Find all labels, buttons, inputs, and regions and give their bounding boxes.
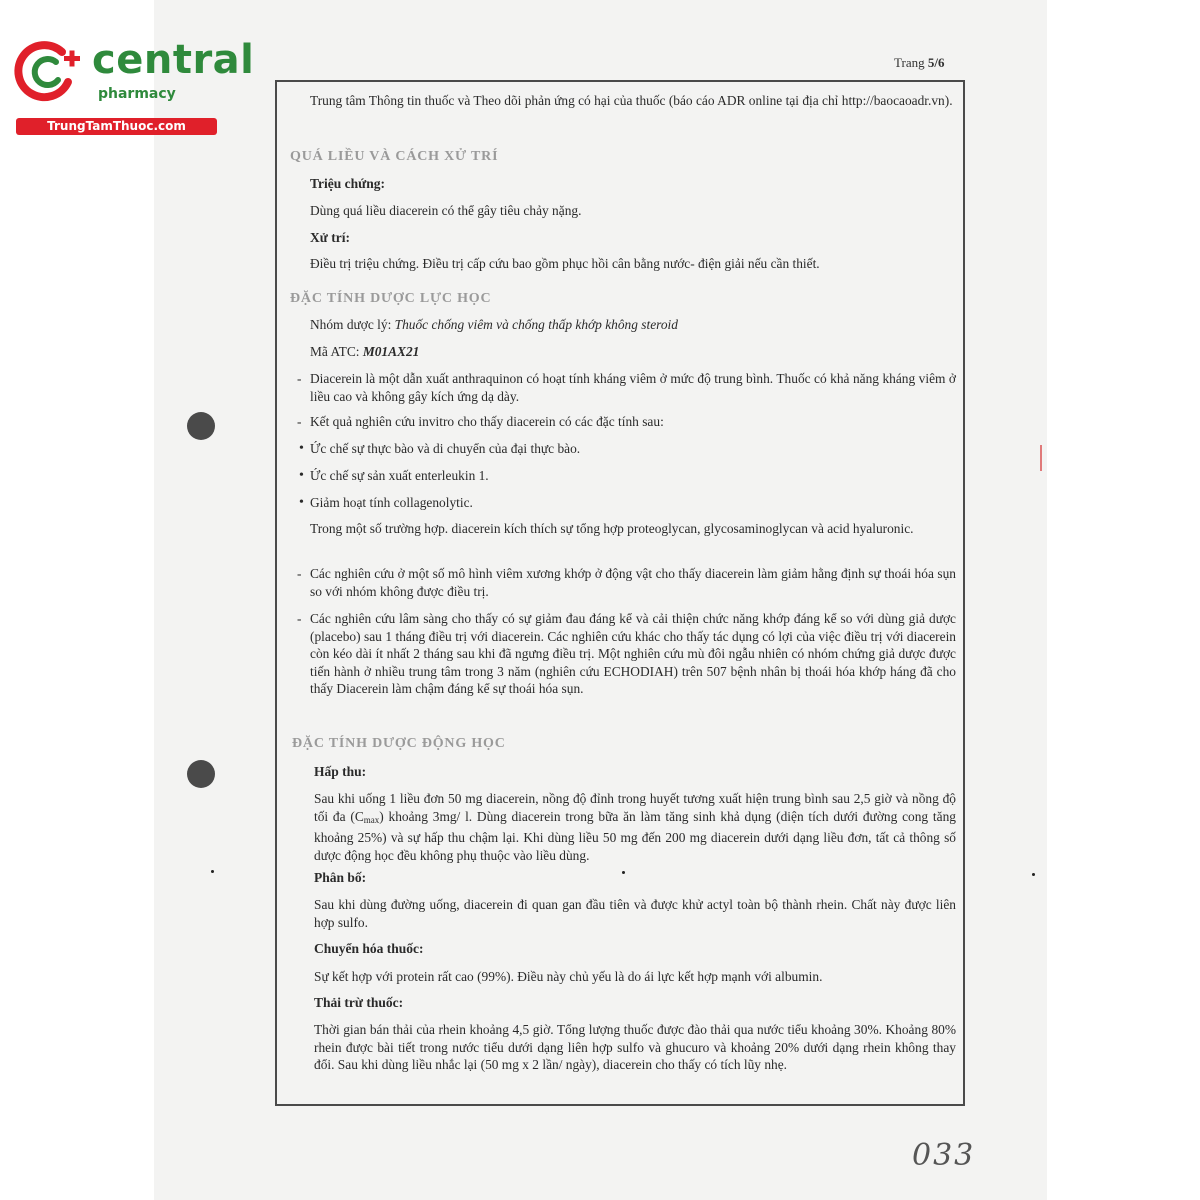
list-dash: -: [297, 371, 302, 386]
drug-group-label: Nhóm dược lý:: [310, 317, 395, 332]
pharmacodynamics-heading: ĐẶC TÍNH DƯỢC LỰC HỌC: [290, 291, 492, 306]
atc-label: Mã ATC:: [310, 344, 363, 359]
list-bullet: •: [299, 441, 304, 456]
page-label: Trang: [894, 55, 925, 70]
scan-speck: [1032, 873, 1035, 876]
overdose-heading: QUÁ LIỀU VÀ CÁCH XỬ TRÍ: [290, 149, 499, 164]
absorption-label: Hấp thu:: [314, 764, 367, 779]
distribution-label: Phân bố:: [314, 870, 367, 885]
pd-item-4: Các nghiên cứu lâm sàng cho thấy có sự giảm đau đáng kể và cải thiện chức năng khớp đáng kể so với dùng giả dược (placebo) sau 1 tháng điều trị với diacerein. Các nghiên cứu khác cho thấy tác dụng có lợi của việc điều trị với diacerein còn kéo dài ít nhất 2 tháng sau khi đã ngưng điều trị. Một nghiên cứu mù đôi ngẫu nhiên có nhóm chứng giả dược được tiến hành ở nhiều trung tâm trong 3 năm (nghiên cứu ECHODIAH) trên 507 bệnh nhân bị thoái hóa khớp háng đã cho thấy Diacerein làm chậm đáng kể sự thoái hóa sụn.: [310, 611, 956, 696]
pharmacokinetics-heading: ĐẶC TÍNH DƯỢC ĐỘNG HỌC: [292, 736, 506, 751]
absorption-text-a: Sau khi uống 1 liều đơn 50 mg diacerein, nồng độ đỉnh trong huyết tương xuất hiện trung bình sau 2,5 giờ và nồng độ tối đa (C: [314, 791, 956, 824]
absorption-text: [314, 790, 956, 864]
atc-value: M01AX21: [362, 344, 420, 359]
metabolism-text: Sự kết hợp với protein rất cao (99%). Điều này chủ yếu là do ái lực kết hợp mạnh với albumin.: [314, 969, 823, 984]
list-bullet: •: [299, 495, 304, 510]
pd-bullet-1: Ức chế sự thực bào và di chuyển của đại thực bào.: [310, 441, 581, 456]
logo-website: TrungTamThuoc.com: [16, 118, 217, 135]
list-dash: -: [297, 566, 302, 581]
pd-paragraph: Trong một số trường hợp. diacerein kích thích sự tổng hợp proteoglycan, glycosaminoglycan và acid hyaluronic.: [310, 521, 914, 536]
pd-bullet-2: Ức chế sự sản xuất enterleukin 1.: [310, 468, 489, 483]
symptoms-text: Dùng quá liều diacerein có thể gây tiêu chảy nặng.: [310, 203, 582, 218]
pd-item-1: Diacerein là một dẫn xuất anthraquinon có hoạt tính kháng viêm ở mức độ trung bình. Thuốc có khả năng kháng viêm ở liều cao và không gây kích ứng dạ dày.: [310, 371, 956, 404]
list-dash: -: [297, 414, 302, 429]
logo-name: central: [92, 37, 255, 83]
pd-bullet-3: Giảm hoạt tính collagenolytic.: [310, 495, 473, 510]
central-pharmacy-logo: [8, 36, 255, 140]
treatment-text: Điều trị triệu chứng. Điều trị cấp cứu bao gồm phục hồi cân bằng nước- điện giải nếu cần thiết.: [310, 256, 820, 271]
logo-subtitle: pharmacy: [98, 86, 176, 102]
page-number: [894, 55, 944, 71]
elimination-label: Thải trừ thuốc:: [314, 995, 404, 1010]
intro-paragraph: Trung tâm Thông tin thuốc và Theo dõi phản ứng có hại của thuốc (báo cáo ADR online tại địa chỉ http://baocaoadr.vn).: [310, 93, 953, 108]
list-bullet: •: [299, 468, 304, 483]
symptoms-label: Triệu chứng:: [310, 176, 385, 191]
page-value: 5/6: [927, 55, 945, 70]
binder-hole-bottom: [187, 760, 215, 788]
pd-item-3: Các nghiên cứu ở một số mô hình viêm xương khớp ở động vật cho thấy diacerein làm giảm hằng định sự thoái hóa sụn so với nhóm không được điều trị.: [310, 566, 956, 599]
absorption-text-b: ) khoảng 3mg/ l. Dùng diacerein trong bữa ăn làm tăng sinh khả dụng (diện tích dưới đường cong tăng khoảng 25%) và sự hấp thu chậm lại. Khi dùng liều 50 mg đến 200 mg diacerein dưới dạng liều đơn, tất cả thông số dược động học đều không phụ thuộc vào liều dùng.: [314, 808, 956, 863]
elimination-text: Thời gian bán thải của rhein khoảng 4,5 giờ. Tổng lượng thuốc được đào thải qua nước tiểu khoảng 30%. Khoảng 80% rhein được bài tiết trong nước tiểu dưới dạng liên hợp sulfo và ghucuro và khoảng 20% dưới dạng rhein không thay đổi. Sau khi dùng liều nhắc lại (50 mg x 2 lần/ ngày), diacerein cho thấy có tích lũy nhẹ.: [314, 1022, 956, 1072]
drug-group-value: Thuốc chống viêm và chống thấp khớp không steroid: [394, 317, 678, 332]
pd-item-2: Kết quả nghiên cứu invitro cho thấy diacerein có các đặc tính sau:: [310, 414, 664, 429]
drug-group: [310, 316, 678, 334]
cmax-subscript: max: [363, 814, 380, 825]
treatment-label: Xử trí:: [310, 230, 350, 245]
red-pen-mark: [1040, 445, 1042, 471]
list-dash: -: [297, 611, 302, 626]
atc-code: [310, 343, 419, 361]
distribution-text: Sau khi dùng đường uống, diacerein đi quan gan đầu tiên và được khử actyl toàn bộ thành rhein. Chất này được liên hợp sulfo.: [314, 897, 956, 930]
metabolism-label: Chuyển hóa thuốc:: [314, 941, 424, 956]
handwritten-page-number: 033: [912, 1138, 976, 1173]
binder-hole-top: [187, 412, 215, 440]
pharmacy-cross-logo-icon: [10, 36, 84, 110]
scan-speck: [211, 870, 214, 873]
